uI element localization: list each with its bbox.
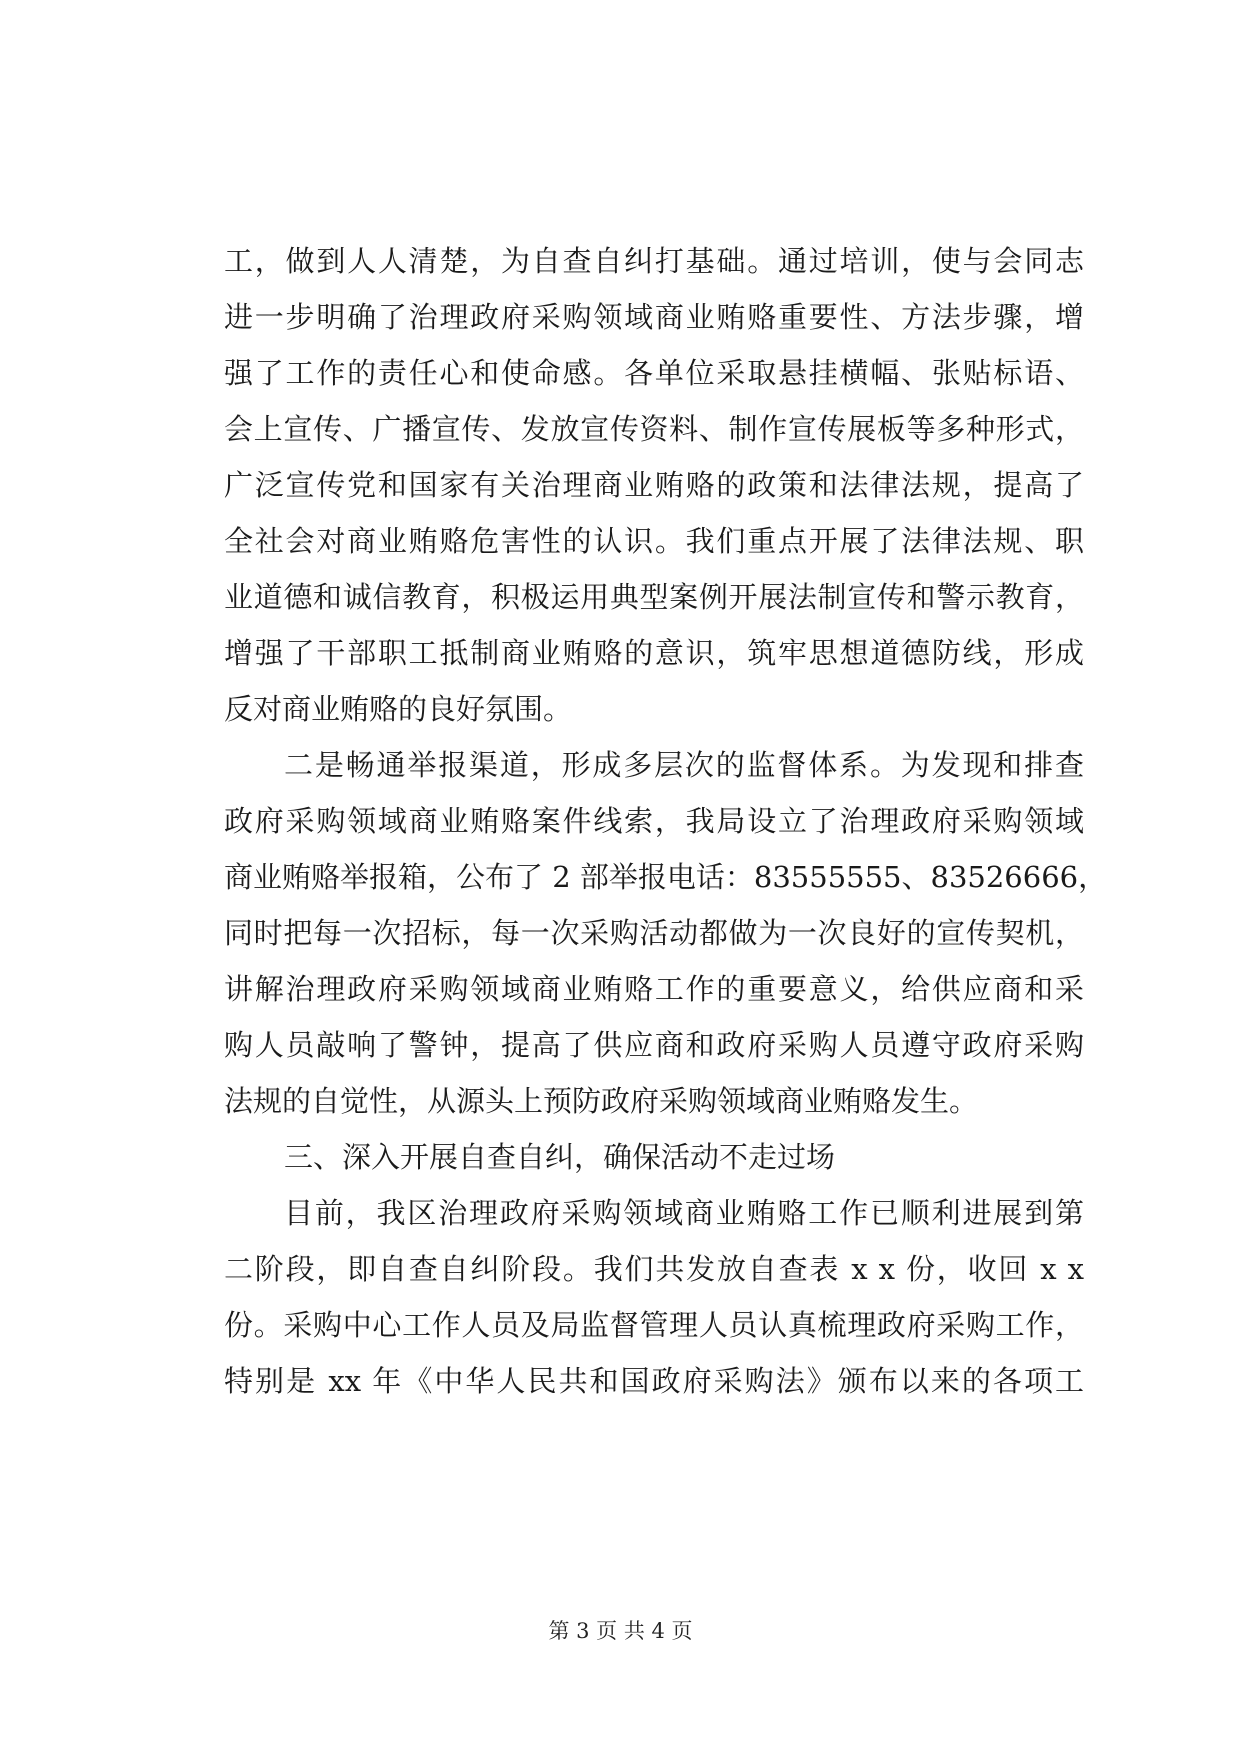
text-line: 同时把每一次招标，每一次采购活动都做为一次良好的宣传契机， — [224, 916, 1084, 950]
text-line: 法规的自觉性，从源头上预防政府采购领域商业贿赂发生。 — [224, 1084, 979, 1118]
text-line: 进一步明确了治理政府采购领域商业贿赂重要性、方法步骤，增 — [224, 300, 1084, 334]
text-line: 增强了干部职工抵制商业贿赂的意识，筑牢思想道德防线，形成 — [224, 636, 1084, 670]
text-line: 购人员敲响了警钟，提高了供应商和政府采购人员遵守政府采购 — [224, 1028, 1084, 1062]
paragraph-first-line: 二是畅通举报渠道，形成多层次的监督体系。为发现和排查 — [284, 748, 1084, 782]
text-line: 商业贿赂举报箱，公布了 2 部举报电话：83555555、83526666， — [224, 860, 1108, 894]
paragraph-first-line: 目前，我区治理政府采购领域商业贿赂工作已顺利进展到第 — [284, 1196, 1084, 1230]
text-line: 全社会对商业贿赂危害性的认识。我们重点开展了法律法规、职 — [224, 524, 1084, 558]
text-line: 反对商业贿赂的良好氛围。 — [224, 692, 573, 726]
text-line: 政府采购领域商业贿赂案件线索，我局设立了治理政府采购领域 — [224, 804, 1084, 838]
text-line: 广泛宣传党和国家有关治理商业贿赂的政策和法律法规，提高了 — [224, 468, 1084, 502]
text-line: 会上宣传、广播宣传、发放宣传资料、制作宣传展板等多种形式， — [224, 412, 1084, 446]
body-text — [224, 233, 1108, 1409]
page-number-footer: 第 3 页 共 4 页 — [548, 1619, 693, 1643]
text-line: 讲解治理政府采购领域商业贿赂工作的重要意义，给供应商和采 — [224, 972, 1084, 1006]
text-line: 特别是 xx 年《中华人民共和国政府采购法》颁布以来的各项工 — [224, 1364, 1084, 1398]
text-line: 工，做到人人清楚，为自查自纠打基础。通过培训，使与会同志 — [224, 244, 1084, 278]
text-line: 份。采购中心工作人员及局监督管理人员认真梳理政府采购工作， — [224, 1308, 1084, 1342]
section-heading: 三、深入开展自查自纠，确保活动不走过场 — [284, 1140, 836, 1174]
text-line: 业道德和诚信教育，积极运用典型案例开展法制宣传和警示教育， — [224, 580, 1084, 614]
text-line: 强了工作的责任心和使命感。各单位采取悬挂横幅、张贴标语、 — [224, 356, 1084, 390]
text-line: 二阶段，即自查自纠阶段。我们共发放自查表 x x 份，收回 x x — [224, 1252, 1084, 1286]
